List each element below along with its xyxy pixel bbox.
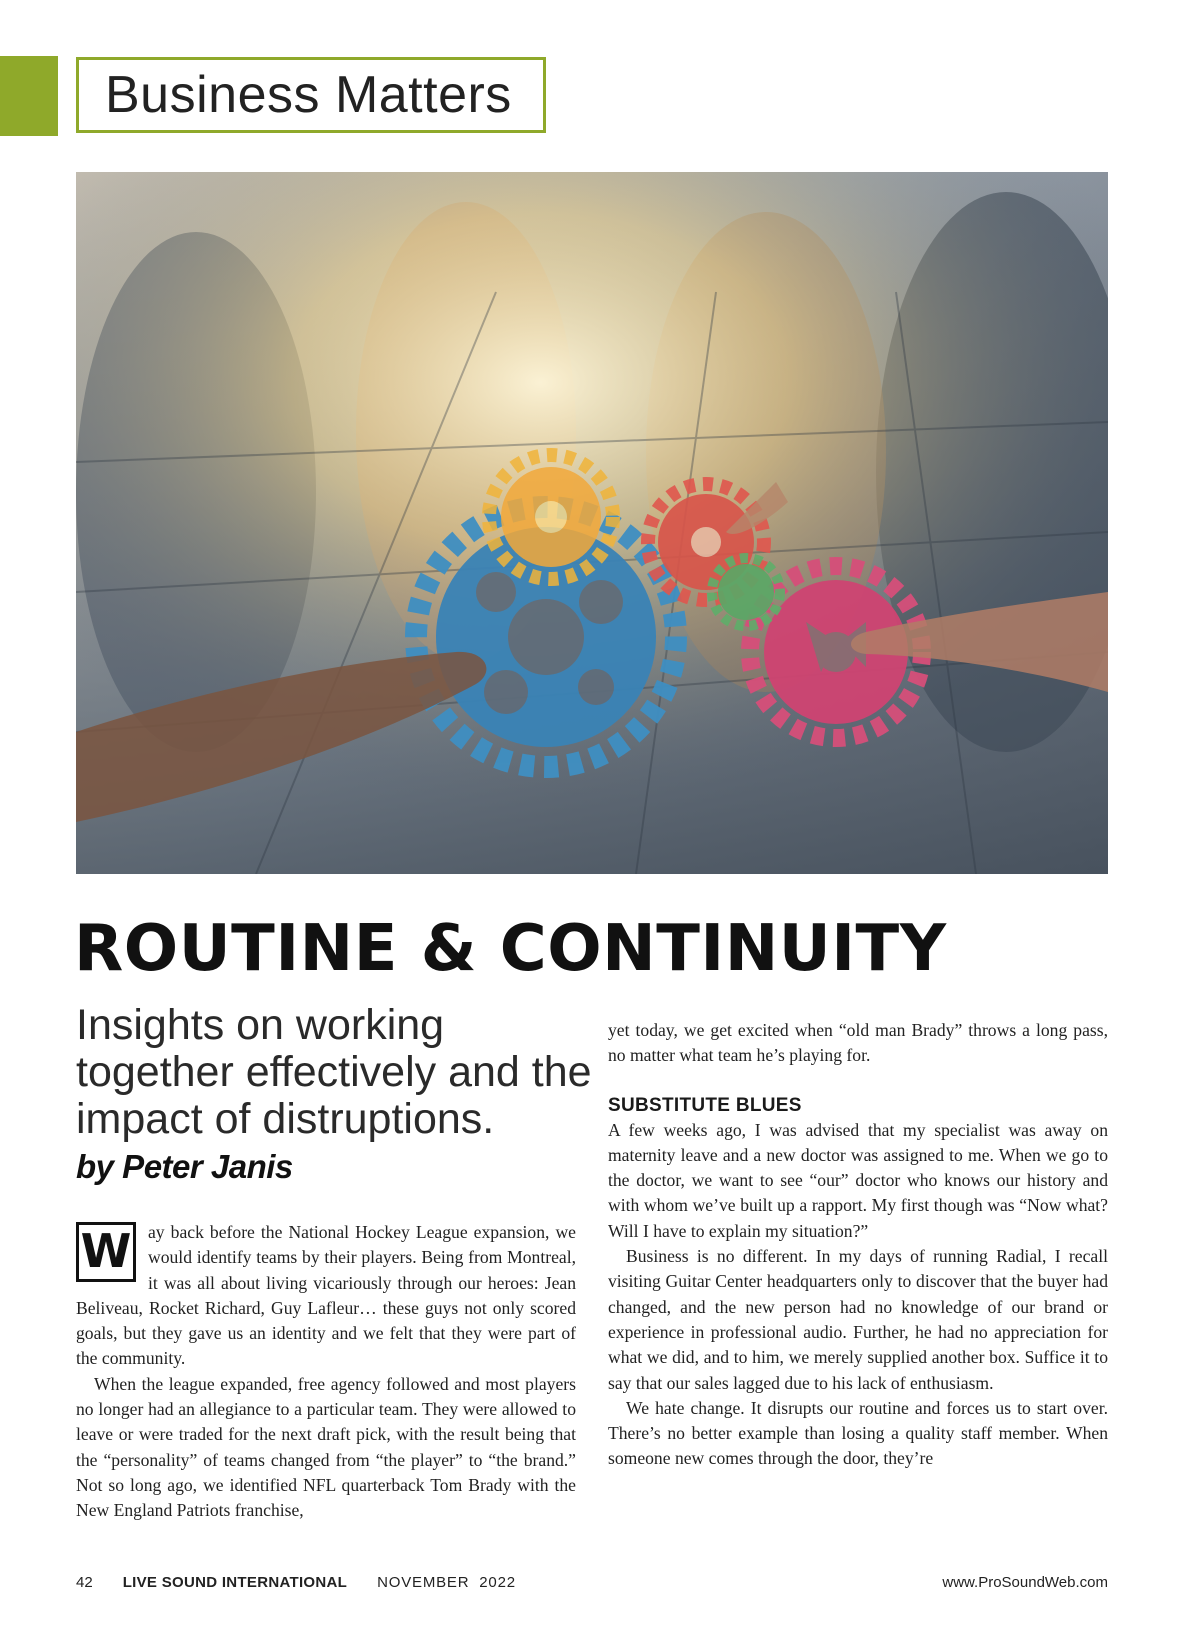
article-paragraph: A few weeks ago, I was advised that my specialist was away on maternity leave and a new doctor was assigned to me. When we go to the doctor, we want to see “our” doctor who knows our history and with whom we’ve built up a rapport. My first though was “Now what? Will I have to explain my situation?” (608, 1119, 1108, 1241)
section-subhead: SUBSTITUTE BLUES (608, 1094, 802, 1116)
website-link[interactable]: www.ProSoundWeb.com (942, 1573, 1108, 1591)
article-deck: Insights on working together effectively and the impact of distruptions. (76, 1001, 592, 1143)
paragraph-text: ay back before the National Hockey League expansion, we would identify teams by their players. Being from Montreal, it was all about living vicariously through our heroes: Jean Beliveau, Rocket Richard, Guy Lafleur… these guys not only scored goals, but they gave us an identity and we felt that they were part of the community. (76, 1222, 576, 1369)
article-byline: by Peter Janis (76, 1148, 293, 1185)
article-column-left (76, 1220, 576, 1524)
section-color-tab (0, 56, 58, 136)
article-column-right (608, 1018, 1108, 1472)
magazine-name: LIVE SOUND INTERNATIONAL (122, 1573, 348, 1591)
page-number: 42 (76, 1573, 93, 1591)
article-paragraph (76, 1220, 576, 1372)
section-label: Business Matters (76, 57, 546, 133)
article-paragraph: When the league expanded, free agency followed and most players no longer had an allegiance to a particular team. They were allowed to leave or were traded for the next draft pick, with the result being that the “personality” of teams changed from “the player” to “the brand.” Not so long ago, we identified NFL quarterback Tom Brady with the New England Patriots franchise, (76, 1373, 576, 1521)
article-paragraph: We hate change. It disrupts our routine and forces us to start over. There’s no better example than losing a quality staff member. When someone new comes through the door, they’re (608, 1397, 1108, 1469)
drop-cap: W (76, 1222, 136, 1282)
article-headline: ROUTINE & CONTINUITY (74, 912, 947, 986)
article-paragraph: Business is no different. In my days of running Radial, I recall visiting Guitar Center headquarters only to discover that the buyer had changed, and the new person had no knowledge of our brand or experience in professional audio. Further, he had no appreciation for what we did, and to him, we merely supplied another box. Suffice it to say that our sales lagged due to his lack of enthusiasm. (608, 1246, 1108, 1393)
article-paragraph: yet today, we get excited when “old man Brady” throws a long pass, no matter what team he’s playing for. (608, 1020, 1108, 1066)
issue-date: NOVEMBER 2022 (377, 1573, 516, 1591)
gears-illustration (76, 172, 1108, 874)
page-footer (76, 1570, 1108, 1594)
hero-image (76, 172, 1108, 874)
